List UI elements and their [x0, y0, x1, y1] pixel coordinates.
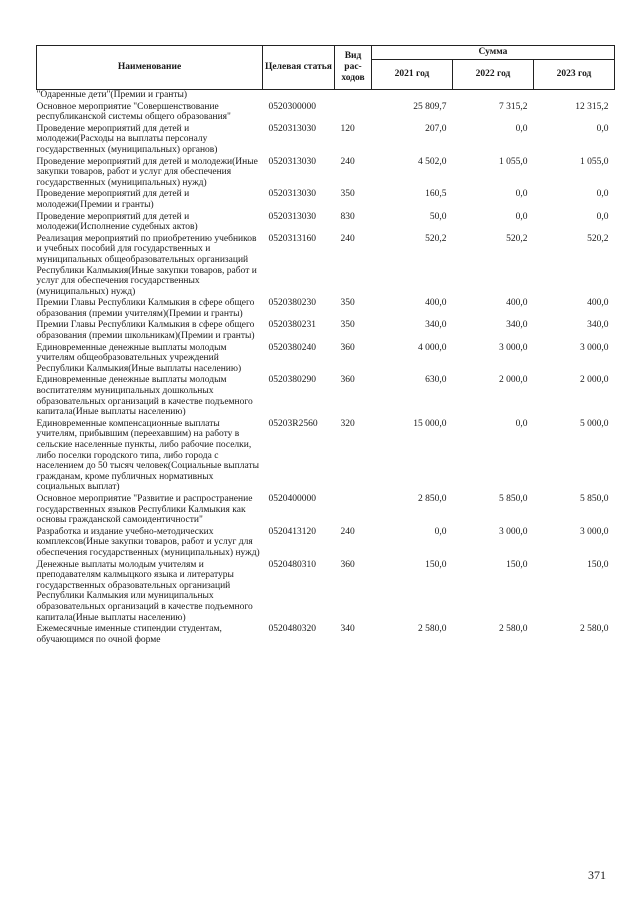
row-expense-type: 120 [340, 123, 355, 134]
row-expense-type: 240 [340, 526, 355, 537]
row-expense-type: 240 [340, 156, 355, 167]
row-sum-2021: 2 580,0 [418, 624, 447, 635]
row-name: Премии Главы Республики Калмыкия в сфере общего образования (премии учителям)(Премии и гранты) [36, 298, 255, 319]
row-target-code [263, 90, 335, 102]
budget-table-page [36, 45, 614, 646]
row-sum-2022: 2 000,0 [499, 375, 528, 386]
header-sum: Сумма [372, 46, 615, 60]
row-target-code: 0520380230 [268, 298, 316, 309]
row-sum-2021: 630,0 [425, 375, 447, 386]
row-sum-2022: 3 000,0 [499, 526, 528, 537]
row-sum-2022: 520,2 [506, 233, 528, 244]
row-expense-type: 350 [340, 320, 355, 331]
header-code: Целевая статья [263, 46, 335, 90]
row-sum-2021: 50,0 [429, 211, 447, 222]
row-sum-2022: 400,0 [506, 298, 528, 309]
table-row [37, 560, 615, 625]
row-sum-2023: 1 055,0 [580, 156, 609, 167]
row-target-code: 0520313030 [268, 156, 316, 167]
row-sum-2021: 25 809,7 [413, 101, 447, 112]
row-sum-2021: 15 000,0 [413, 418, 447, 429]
row-sum-2023: 12 315,2 [575, 101, 609, 112]
row-expense-type: 360 [340, 342, 355, 353]
row-sum-2021: 0,0 [434, 526, 447, 537]
row-sum-2023: 5 000,0 [580, 418, 609, 429]
row-name: Единовременные денежные выплаты молодым воспитателям муниципальных дошкольных образовательных организаций в качестве подъемного капитала(Иные выплаты населению) [36, 375, 253, 418]
row-target-code: 0520480320 [268, 624, 316, 635]
row-sum-2023: 0,0 [596, 189, 609, 200]
row-sum-2023: 150,0 [587, 559, 609, 570]
row-sum-2022: 5 850,0 [499, 493, 528, 504]
row-target-code: 0520480310 [268, 559, 316, 570]
table-row [37, 212, 615, 234]
header-vid: Вид рас-ходов [335, 46, 372, 90]
table-body [37, 90, 615, 647]
row-sum-2022: 2 580,0 [499, 624, 528, 635]
row-sum-2023: 3 000,0 [580, 526, 609, 537]
table-row [37, 298, 615, 320]
row-sum-2023: 0,0 [596, 211, 609, 222]
row-sum-2023: 520,2 [587, 233, 609, 244]
row-expense-type: 240 [340, 233, 355, 244]
table-row [37, 419, 615, 494]
row-name: Ежемесячные именные стипендии студентам, обучающимся по очной форме [36, 624, 222, 645]
row-sum-2021: 160,5 [425, 189, 447, 200]
row-sum-2023 [534, 90, 615, 102]
header-year-2021: 2021 год [372, 60, 453, 90]
row-name: Проведение мероприятий для детей и молодежи(Исполнение судебных актов) [36, 211, 198, 233]
row-sum-2022: 150,0 [506, 559, 528, 570]
row-sum-2022: 0,0 [515, 418, 528, 429]
row-sum-2022 [453, 90, 534, 102]
row-name: Премии Главы Республики Калмыкия в сфере общего образования (премии школьникам)(Премии и гранты) [36, 320, 255, 342]
row-target-code: 0520400000 [268, 493, 316, 504]
row-sum-2022: 0,0 [515, 211, 528, 222]
row-sum-2021: 340,0 [425, 320, 447, 331]
row-sum-2022: 340,0 [506, 320, 528, 331]
row-expense-type: 320 [340, 418, 355, 429]
row-expense-type [335, 102, 372, 124]
table-row [37, 343, 615, 376]
row-expense-type [335, 494, 372, 527]
row-sum-2021: 2 850,0 [418, 493, 447, 504]
table-row [37, 494, 615, 527]
row-target-code: 0520380290 [268, 375, 316, 386]
row-expense-type: 360 [340, 375, 355, 386]
header-year-2023: 2023 год [534, 60, 615, 90]
row-sum-2023: 5 850,0 [580, 493, 609, 504]
row-name: Реализация мероприятий по приобретению учебников и учебных пособий для государственных и муниципальных общеобразовательных организаций Республики Калмыкия(Иные закупки товаров, работ и услуг для обеспечения государственных (муниципальных) нужд) [36, 233, 257, 297]
row-sum-2023: 2 580,0 [580, 624, 609, 635]
row-sum-2023: 0,0 [596, 123, 609, 134]
table-row [37, 375, 615, 418]
row-target-code: 0520313030 [268, 211, 316, 222]
row-sum-2021: 520,2 [425, 233, 447, 244]
row-name: Денежные выплаты молодым учителям и преподавателям калмыцкого языка и литературы государственных образовательных организаций Республики Калмыкия или муниципальных образовательных организаций в качестве подъемного капитала(Иные выплаты населению) [36, 559, 253, 623]
row-sum-2021: 4 000,0 [418, 342, 447, 353]
row-name: Единовременные компенсационные выплаты учителям, прибывшим (переехавшим) на работу в сельские населенные пункты, либо рабочие поселки, либо поселки городского типа, либо города с населением до 50 тысяч человек(Социальные выплаты гражданам, кроме публичных нормативных социальных выплат) [36, 418, 259, 493]
budget-table [36, 45, 615, 646]
row-expense-type: 340 [340, 624, 355, 635]
row-name: Основное мероприятие "Совершенствование республиканской системы общего образования" [36, 101, 231, 123]
table-row [37, 102, 615, 124]
row-target-code: 0520380231 [268, 320, 316, 331]
row-name: Проведение мероприятий для детей и молодежи(Премии и гранты) [36, 189, 190, 210]
table-row [37, 234, 615, 299]
row-sum-2023: 3 000,0 [580, 342, 609, 353]
row-sum-2022: 0,0 [515, 189, 528, 200]
row-target-code: 0520313160 [268, 233, 316, 244]
header-year-2022: 2022 год [453, 60, 534, 90]
row-expense-type: 360 [340, 559, 355, 570]
row-name: Проведение мероприятий для детей и молодежи(Иные закупки товаров, работ и услуг для обеспечения государственных (муниципальных) нужд) [36, 156, 258, 188]
row-sum-2021: 207,0 [425, 123, 447, 134]
table-row [37, 90, 615, 102]
row-sum-2021: 4 502,0 [418, 156, 447, 167]
table-row [37, 320, 615, 342]
table-row [37, 624, 615, 646]
row-expense-type: 350 [340, 298, 355, 309]
row-sum-2023: 2 000,0 [580, 375, 609, 386]
table-row [37, 124, 615, 157]
row-expense-type [335, 90, 372, 102]
row-name: Проведение мероприятий для детей и молодежи(Расходы на выплаты персоналу государственных (муниципальных) органов) [36, 123, 218, 155]
row-target-code: 0520413120 [268, 526, 316, 537]
row-sum-2021: 150,0 [425, 559, 447, 570]
table-row [37, 189, 615, 211]
row-name: Единовременные денежные выплаты молодым учителям общеобразовательных учреждений Республики Калмыкия(Иные выплаты населению) [36, 342, 242, 374]
header-name: Наименование [37, 46, 263, 90]
row-target-code: 05203R2560 [268, 418, 318, 429]
table-row [37, 157, 615, 190]
row-sum-2022: 3 000,0 [499, 342, 528, 353]
row-name: "Одаренные дети"(Премии и гранты) [36, 90, 188, 100]
row-sum-2022: 0,0 [515, 123, 528, 134]
row-target-code: 0520380240 [268, 342, 316, 353]
row-sum-2021: 400,0 [425, 298, 447, 309]
row-target-code: 0520313030 [268, 123, 316, 134]
page-number: 371 [588, 868, 606, 882]
row-name: Разработка и издание учебно-методических комплексов(Иные закупки товаров, работ и услуг для обеспечения государственных (муниципальных) нужд) [36, 526, 260, 558]
row-expense-type: 830 [340, 211, 355, 222]
row-sum-2023: 400,0 [587, 298, 609, 309]
row-sum-2021 [372, 90, 453, 102]
table-row [37, 527, 615, 560]
table-header [37, 46, 615, 90]
row-sum-2023: 340,0 [587, 320, 609, 331]
row-name: Основное мероприятие "Развитие и распространение государственных языков Республики Калмыкия как основы гражданской самоидентичности" [36, 493, 253, 526]
row-sum-2022: 7 315,2 [499, 101, 528, 112]
row-expense-type: 350 [340, 189, 355, 200]
row-target-code: 0520313030 [268, 189, 316, 200]
row-target-code: 0520300000 [268, 101, 316, 112]
row-sum-2022: 1 055,0 [499, 156, 528, 167]
